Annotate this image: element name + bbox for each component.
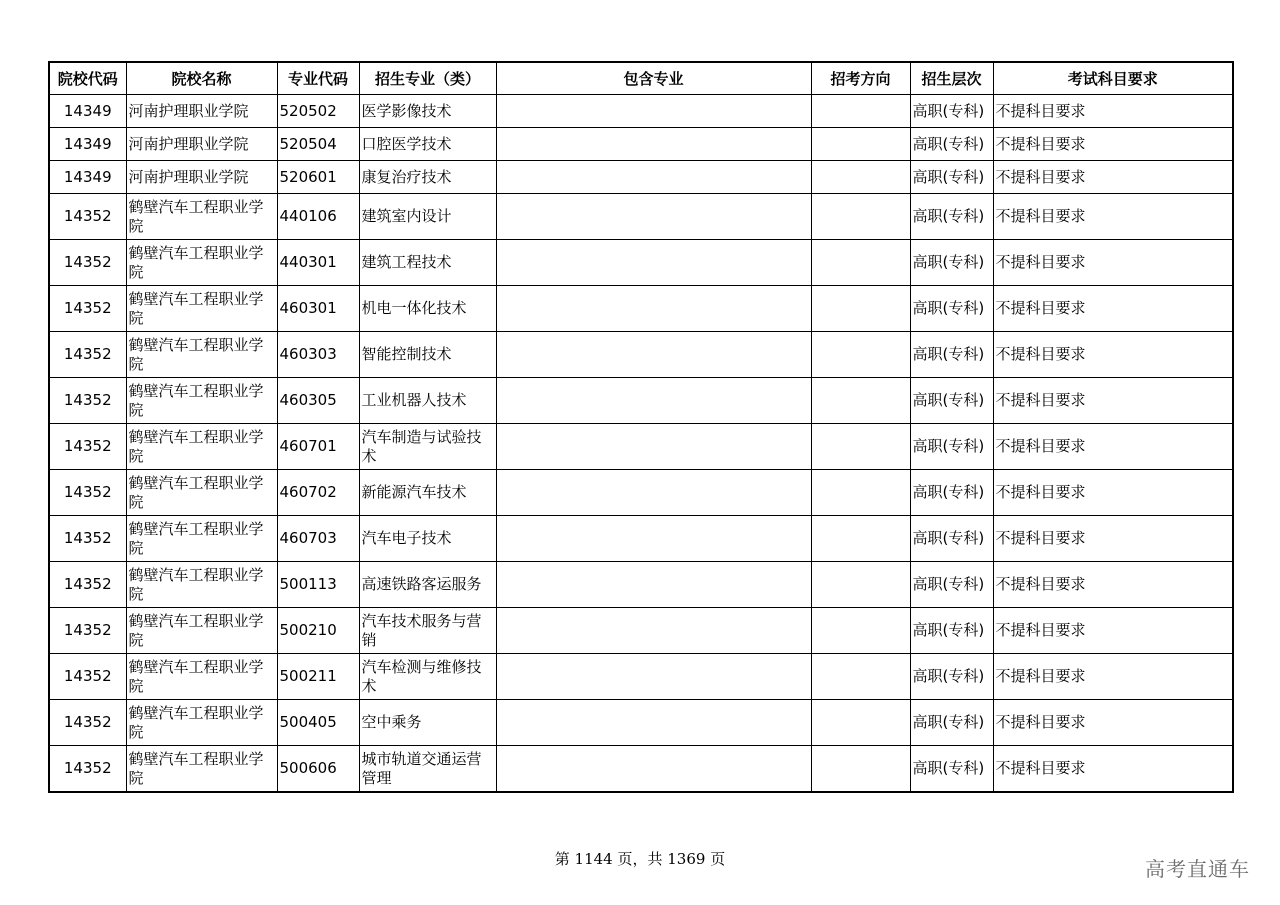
table-row	[49, 608, 1233, 654]
cell-major-code: 440106	[277, 194, 359, 240]
cell-school-code: 14352	[49, 746, 126, 793]
cell-level: 高职(专科)	[910, 424, 993, 470]
cell-included-majors	[496, 286, 811, 332]
cell-major-code: 500405	[277, 700, 359, 746]
cell-exam-requirement: 不提科目要求	[993, 332, 1233, 378]
cell-school-code: 14352	[49, 332, 126, 378]
cell-direction	[811, 332, 910, 378]
cell-direction	[811, 654, 910, 700]
cell-exam-requirement: 不提科目要求	[993, 95, 1233, 128]
cell-major-code: 520502	[277, 95, 359, 128]
cell-included-majors	[496, 128, 811, 161]
cell-level: 高职(专科)	[910, 161, 993, 194]
cell-school-name: 河南护理职业学院	[126, 128, 277, 161]
cell-major-code: 460703	[277, 516, 359, 562]
cell-school-code: 14352	[49, 194, 126, 240]
cell-exam-requirement: 不提科目要求	[993, 608, 1233, 654]
cell-direction	[811, 95, 910, 128]
cell-school-name: 鹤壁汽车工程职业学院	[126, 700, 277, 746]
header-direction: 招考方向	[811, 62, 910, 95]
cell-school-code: 14352	[49, 562, 126, 608]
cell-school-name: 河南护理职业学院	[126, 95, 277, 128]
header-major-code: 专业代码	[277, 62, 359, 95]
cell-major-code: 440301	[277, 240, 359, 286]
cell-level: 高职(专科)	[910, 378, 993, 424]
table-row	[49, 286, 1233, 332]
watermark: 高考直通车	[1145, 857, 1250, 881]
cell-major-code: 520601	[277, 161, 359, 194]
cell-exam-requirement: 不提科目要求	[993, 378, 1233, 424]
cell-school-name: 鹤壁汽车工程职业学院	[126, 746, 277, 793]
cell-level: 高职(专科)	[910, 128, 993, 161]
cell-major: 汽车电子技术	[359, 516, 496, 562]
cell-included-majors	[496, 608, 811, 654]
cell-school-code: 14352	[49, 286, 126, 332]
cell-major: 口腔医学技术	[359, 128, 496, 161]
cell-school-name: 鹤壁汽车工程职业学院	[126, 286, 277, 332]
cell-included-majors	[496, 161, 811, 194]
cell-school-code: 14349	[49, 95, 126, 128]
cell-school-name: 鹤壁汽车工程职业学院	[126, 562, 277, 608]
table-row	[49, 654, 1233, 700]
cell-major-code: 460305	[277, 378, 359, 424]
cell-major-code: 460701	[277, 424, 359, 470]
cell-level: 高职(专科)	[910, 654, 993, 700]
table-row	[49, 470, 1233, 516]
cell-school-code: 14352	[49, 516, 126, 562]
cell-school-code: 14352	[49, 378, 126, 424]
cell-included-majors	[496, 562, 811, 608]
cell-direction	[811, 194, 910, 240]
cell-school-code: 14352	[49, 240, 126, 286]
cell-school-name: 鹤壁汽车工程职业学院	[126, 240, 277, 286]
cell-level: 高职(专科)	[910, 608, 993, 654]
cell-included-majors	[496, 95, 811, 128]
cell-major: 汽车技术服务与营销	[359, 608, 496, 654]
cell-school-name: 鹤壁汽车工程职业学院	[126, 516, 277, 562]
table-row	[49, 378, 1233, 424]
cell-major-code: 520504	[277, 128, 359, 161]
cell-exam-requirement: 不提科目要求	[993, 700, 1233, 746]
cell-level: 高职(专科)	[910, 95, 993, 128]
header-level: 招生层次	[910, 62, 993, 95]
cell-major-code: 460702	[277, 470, 359, 516]
cell-major: 高速铁路客运服务	[359, 562, 496, 608]
cell-level: 高职(专科)	[910, 700, 993, 746]
cell-major: 医学影像技术	[359, 95, 496, 128]
cell-direction	[811, 286, 910, 332]
header-school-name: 院校名称	[126, 62, 277, 95]
cell-direction	[811, 240, 910, 286]
table-header-row	[49, 62, 1233, 95]
cell-direction	[811, 700, 910, 746]
cell-major: 城市轨道交通运营管理	[359, 746, 496, 793]
cell-direction	[811, 424, 910, 470]
cell-direction	[811, 562, 910, 608]
cell-exam-requirement: 不提科目要求	[993, 240, 1233, 286]
cell-direction	[811, 128, 910, 161]
cell-level: 高职(专科)	[910, 194, 993, 240]
cell-included-majors	[496, 378, 811, 424]
cell-level: 高职(专科)	[910, 516, 993, 562]
cell-major-code: 500210	[277, 608, 359, 654]
cell-exam-requirement: 不提科目要求	[993, 562, 1233, 608]
cell-school-name: 鹤壁汽车工程职业学院	[126, 424, 277, 470]
cell-major: 新能源汽车技术	[359, 470, 496, 516]
table-row	[49, 746, 1233, 793]
cell-included-majors	[496, 746, 811, 793]
cell-major-code: 500606	[277, 746, 359, 793]
cell-level: 高职(专科)	[910, 562, 993, 608]
table-row	[49, 95, 1233, 128]
cell-major-code: 460303	[277, 332, 359, 378]
cell-school-code: 14352	[49, 608, 126, 654]
cell-school-name: 鹤壁汽车工程职业学院	[126, 470, 277, 516]
cell-included-majors	[496, 424, 811, 470]
header-exam-requirement: 考试科目要求	[993, 62, 1233, 95]
table-row	[49, 332, 1233, 378]
cell-level: 高职(专科)	[910, 332, 993, 378]
cell-school-name: 鹤壁汽车工程职业学院	[126, 378, 277, 424]
cell-level: 高职(专科)	[910, 470, 993, 516]
table-row	[49, 516, 1233, 562]
cell-included-majors	[496, 470, 811, 516]
header-included-majors: 包含专业	[496, 62, 811, 95]
cell-direction	[811, 378, 910, 424]
cell-included-majors	[496, 516, 811, 562]
cell-direction	[811, 746, 910, 793]
cell-school-name: 鹤壁汽车工程职业学院	[126, 194, 277, 240]
cell-school-name: 鹤壁汽车工程职业学院	[126, 608, 277, 654]
cell-major-code: 460301	[277, 286, 359, 332]
header-major: 招生专业（类）	[359, 62, 496, 95]
cell-major: 建筑工程技术	[359, 240, 496, 286]
table-row	[49, 128, 1233, 161]
cell-exam-requirement: 不提科目要求	[993, 128, 1233, 161]
cell-exam-requirement: 不提科目要求	[993, 161, 1233, 194]
cell-school-name: 河南护理职业学院	[126, 161, 277, 194]
admissions-table	[48, 61, 1234, 793]
cell-school-code: 14352	[49, 470, 126, 516]
cell-school-name: 鹤壁汽车工程职业学院	[126, 654, 277, 700]
table-body	[49, 95, 1233, 793]
table-row	[49, 700, 1233, 746]
cell-school-code: 14352	[49, 424, 126, 470]
page-number: 第 1144 页，共 1369 页	[554, 850, 726, 868]
cell-level: 高职(专科)	[910, 240, 993, 286]
cell-included-majors	[496, 194, 811, 240]
cell-direction	[811, 470, 910, 516]
cell-major: 空中乘务	[359, 700, 496, 746]
cell-school-code: 14349	[49, 161, 126, 194]
cell-exam-requirement: 不提科目要求	[993, 654, 1233, 700]
cell-school-code: 14352	[49, 654, 126, 700]
cell-major: 建筑室内设计	[359, 194, 496, 240]
cell-level: 高职(专科)	[910, 746, 993, 793]
cell-included-majors	[496, 654, 811, 700]
cell-level: 高职(专科)	[910, 286, 993, 332]
cell-direction	[811, 161, 910, 194]
cell-major: 工业机器人技术	[359, 378, 496, 424]
header-school-code: 院校代码	[49, 62, 126, 95]
table-row	[49, 161, 1233, 194]
cell-exam-requirement: 不提科目要求	[993, 286, 1233, 332]
cell-direction	[811, 516, 910, 562]
cell-exam-requirement: 不提科目要求	[993, 746, 1233, 793]
table-row	[49, 424, 1233, 470]
cell-direction	[811, 608, 910, 654]
cell-included-majors	[496, 700, 811, 746]
cell-major: 康复治疗技术	[359, 161, 496, 194]
cell-exam-requirement: 不提科目要求	[993, 194, 1233, 240]
cell-major: 汽车检测与维修技术	[359, 654, 496, 700]
cell-school-code: 14352	[49, 700, 126, 746]
cell-exam-requirement: 不提科目要求	[993, 470, 1233, 516]
cell-major: 智能控制技术	[359, 332, 496, 378]
cell-included-majors	[496, 332, 811, 378]
cell-major: 汽车制造与试验技术	[359, 424, 496, 470]
cell-included-majors	[496, 240, 811, 286]
cell-school-name: 鹤壁汽车工程职业学院	[126, 332, 277, 378]
cell-major-code: 500113	[277, 562, 359, 608]
table-row	[49, 194, 1233, 240]
cell-school-code: 14349	[49, 128, 126, 161]
cell-major: 机电一体化技术	[359, 286, 496, 332]
table-row	[49, 562, 1233, 608]
cell-exam-requirement: 不提科目要求	[993, 424, 1233, 470]
cell-major-code: 500211	[277, 654, 359, 700]
table-row	[49, 240, 1233, 286]
cell-exam-requirement: 不提科目要求	[993, 516, 1233, 562]
